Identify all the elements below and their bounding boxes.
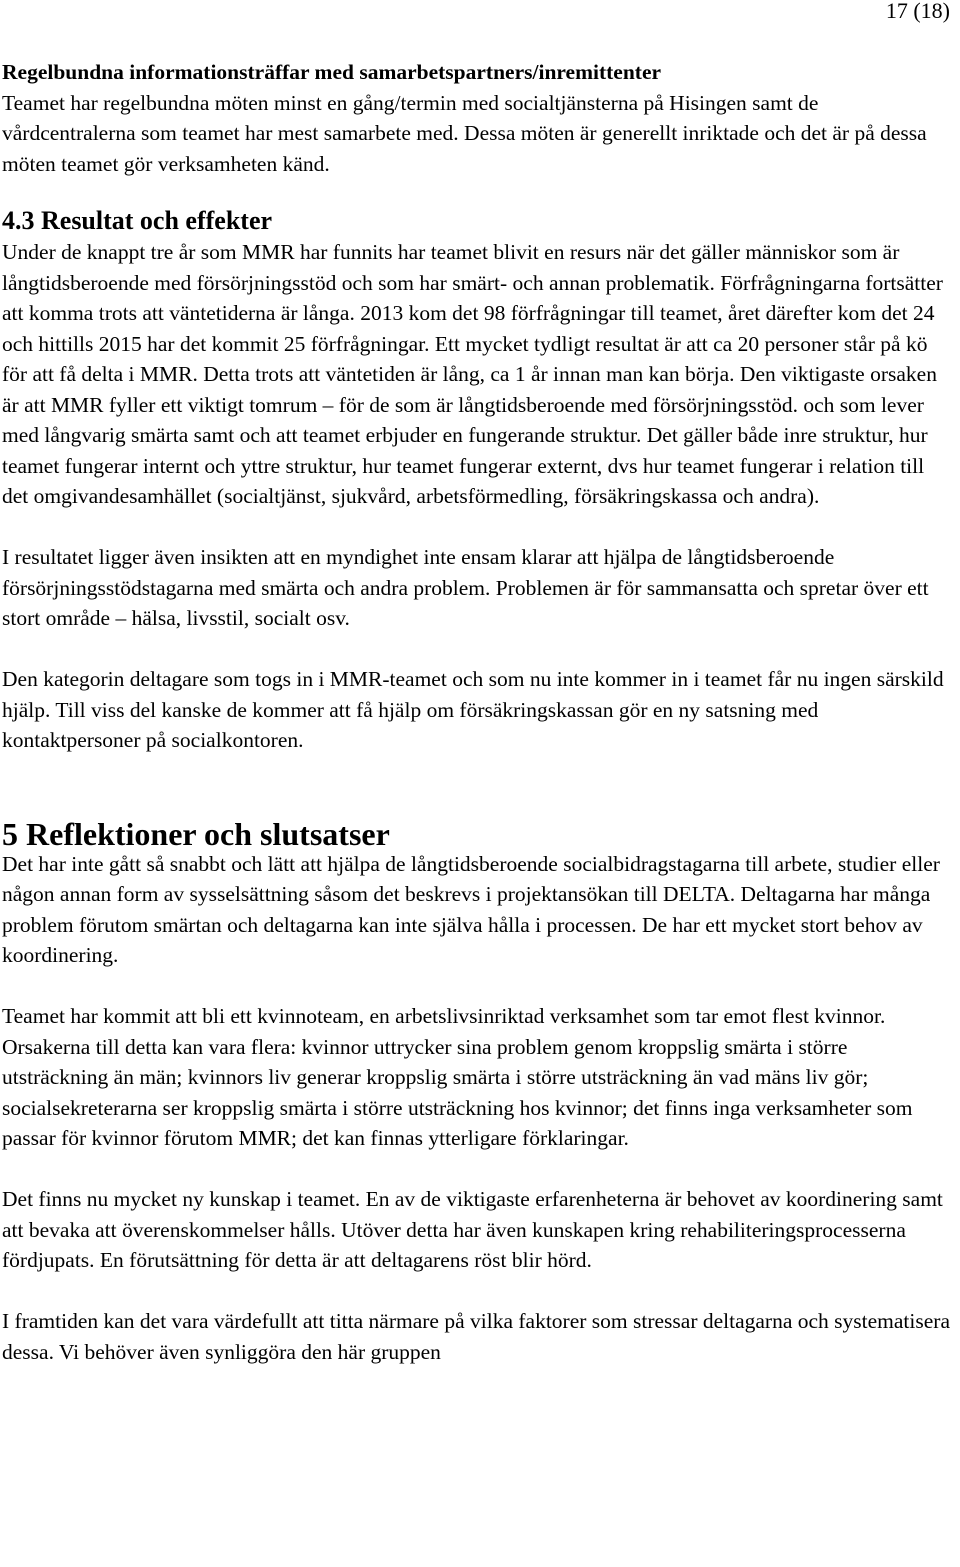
section-5-paragraph-3: Det finns nu mycket ny kunskap i teamet. En av de viktigaste erfarenheterna är behovet av koordinering samt att bevaka att överenskommelser hålls. Utöver detta har även kunskapen kring rehabiliteringsprocesserna fördjupats. En förutsättning för detta är att deltagarens röst blir hörd. (2, 1187, 943, 1272)
page-content (2, 57, 952, 1367)
meetings-subheading: Regelbundna informationsträffar med samarbetspartners/inremittenter (2, 60, 662, 84)
section-5-paragraph-4: I framtiden kan det vara värdefullt att titta närmare på vilka faktorer som stressar deltagarna och systematisera dessa. Vi behöver även synliggöra den här gruppen (2, 1309, 950, 1364)
section-4-3-paragraph-3: Den kategorin deltagare som togs in i MMR-teamet och som nu inte kommer in i teamet får nu ingen särskild hjälp. Till viss del kanske de kommer att få hjälp om försäkringskassan gör en ny satsning med kontaktpersoner på socialkontoren. (2, 667, 944, 752)
section-4-3-paragraph-1: Under de knappt tre år som MMR har funnits har teamet blivit en resurs när det gäller människor som är långtidsberoende med försörjningsstöd och som har smärt- och annan problematik. Förfrågningarna fortsätter att komma trots att väntetiderna är långa. 2013 kom det 98 förfrågningar till teamet, året därefter kom det 24 och hittills 2015 har det kommit 25 förfrågningar. Ett mycket tydligt resultat är att ca 20 personer står på kö för att få delta i MMR. Detta trots att väntetiden är lång, ca 1 år innan man kan börja. Den viktigaste orsaken är att MMR fyller ett viktigt tomrum – för de som är långtidsberoende med försörjningsstöd. och som lever med långvarig smärta samt och att teamet erbjuder en fungerande struktur. Det gäller både inre struktur, hur teamet fungerar internt och yttre struktur, hur teamet fungerar externt, dvs hur teamet fungerar i relation till det omgivandesamhället (socialtjänst, sjukvård, arbetsförmedling, försäkringskassa och andra). (2, 240, 943, 508)
section-5-paragraph-1: Det har inte gått så snabbt och lätt att hjälpa de långtidsberoende socialbidragstagarna till arbete, studier eller någon annan form av sysselsättning såsom det beskrevs i projektansökan till DELTA. Deltagarna har många problem förutom smärtan och deltagarna kan inte själva hålla i processen. De har ett mycket stort behov av koordinering. (2, 851, 940, 967)
page-number: 17 (18) (885, 0, 950, 23)
section-5-heading: 5 Reflektioner och slutsatser (2, 815, 390, 852)
section-4-3-heading: 4.3 Resultat och effekter (2, 206, 273, 235)
section-4-3-paragraph-2: I resultatet ligger även insikten att en myndighet inte ensam klarar att hjälpa de långtidsberoende försörjningsstödstagarna med smärta och andra problem. Problemen är för sammansatta och spretar över ett stort område – hälsa, livsstil, socialt osv. (2, 545, 929, 630)
meetings-paragraph: Teamet har regelbundna möten minst en gång/termin med socialtjänsterna på Hisingen samt de vårdcentralerna som teamet har mest samarbete med. Dessa möten är generellt inriktade och det är på dessa möten teamet gör verksamheten känd. (2, 90, 927, 176)
section-5-paragraph-2: Teamet har kommit att bli ett kvinnoteam, en arbetslivsinriktad verksamhet som tar emot flest kvinnor. Orsakerna till detta kan vara flera: kvinnor uttrycker sina problem genom kroppslig smärta i större utsträckning än män; kvinnors liv generar kroppslig smärta i större utsträckning än vad mäns liv gör; socialsekreterarna ser kroppslig smärta i större utsträckning hos kvinnor; det finns inga verksamheter som passar för kvinnor förutom MMR; det kan finnas ytterligare förklaringar. (2, 1004, 913, 1150)
